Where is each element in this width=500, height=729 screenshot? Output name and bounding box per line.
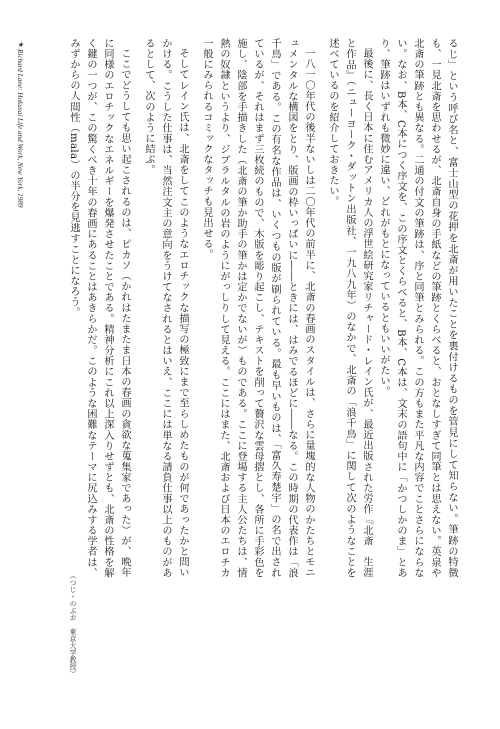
paragraph-1: るじ」という呼び名と、富士山型の花押を北斎が用いたことを裏付けるものを管見にして知らない。筆跡の特徴も、一見北斎を思わせるが、北斎自身の手紙などの筆跡とくらべると、おとなしすぎて同筆とは思えない。英泉や北斎の筆跡とも異なる。二通の付文の筆跡は、序と同筆とみられる。この方もまた平凡な内容でことさらにならない。なお、B本、C本につく序文を、この序文とくらべると、B本、C本は、文末の語句中に「かつしかのま」とあり、筆跡はいずれも微妙に違い、どれがもとになっているともいいがたい。 xyxy=(378,38,457,578)
quote-paragraph-1: 一八一〇年代の後半ないしは二〇年代の前半に、北斎の春画のスタイルは、さらに量塊的な人物のかたちとモニュメンタルな構図をとり、版画の枠いっぱいに――ときには、はみでるほどに――なる。この時期の代表作は「浪千鳥」である。この有名な作品は、いくつもの版が刷られている。最も早いものは、「富久寿楚宇」の名で出されているが、それはまず三枚続のもので、木版を彫り起こし、テキストを削って贅沢な雲母摺とし、各所に手彩色を施し、陰部を手描きした（北斎の筆か助手の筆かは定かでないが）ものである。ここに登場する主人公たちは、情熱の奴隷というより、ジブラルタルの岩のようにがっしりして見える。ここにはまた、北斎および日本のエロチカ一般にみられるコミックなタッチも見出せる。 xyxy=(201,38,314,578)
article-body xyxy=(58,38,460,578)
paragraph-2: 最後に、長く日本に住むアメリカ人の浮世絵研究家リチャード・レイン氏が、最近出版された労作『北斎 生涯と作品』（ニューヨーク・ダットン出版社、一九八九年）のなかで、北斎の「浪千鳥」に関して次のようなことを述べているのを紹介しておきたい。 xyxy=(327,38,372,578)
author-signature: （つじ・のぶお 東京大学教授） xyxy=(69,572,77,677)
quote-paragraph-2: ここでどうしても思い起こされるのは、ピカソ（かれはたまたま日本の春画の貪欲な蒐集家であった）が、晩年に同様のエロチックなエネルギーを爆発させたことである。精神分析にこれ以上深入りせずとも、北斎の性格を解く鍵の一つが、この驚くべき十年の春画にあることはあきらかだ。このような困難なテーマに尻込みする学者は、みずからの人間性（mala）の半分を見逃すことになろう。 xyxy=(68,38,130,578)
paragraph-3: そしてレイン氏は、北斎をしてこのようなエロチックな描写の極致にまで至らしめたものが何であったかと問いかける。こうした仕事は、当然注文主の意向をうけてなされるとはいえ、ここには単なる請負仕事以上のものがあるとして、次のように結ぶ。 xyxy=(143,38,188,578)
footnote: ★Richard Lane: Hokusai Life and Work, New York, 1989 xyxy=(16,40,24,208)
